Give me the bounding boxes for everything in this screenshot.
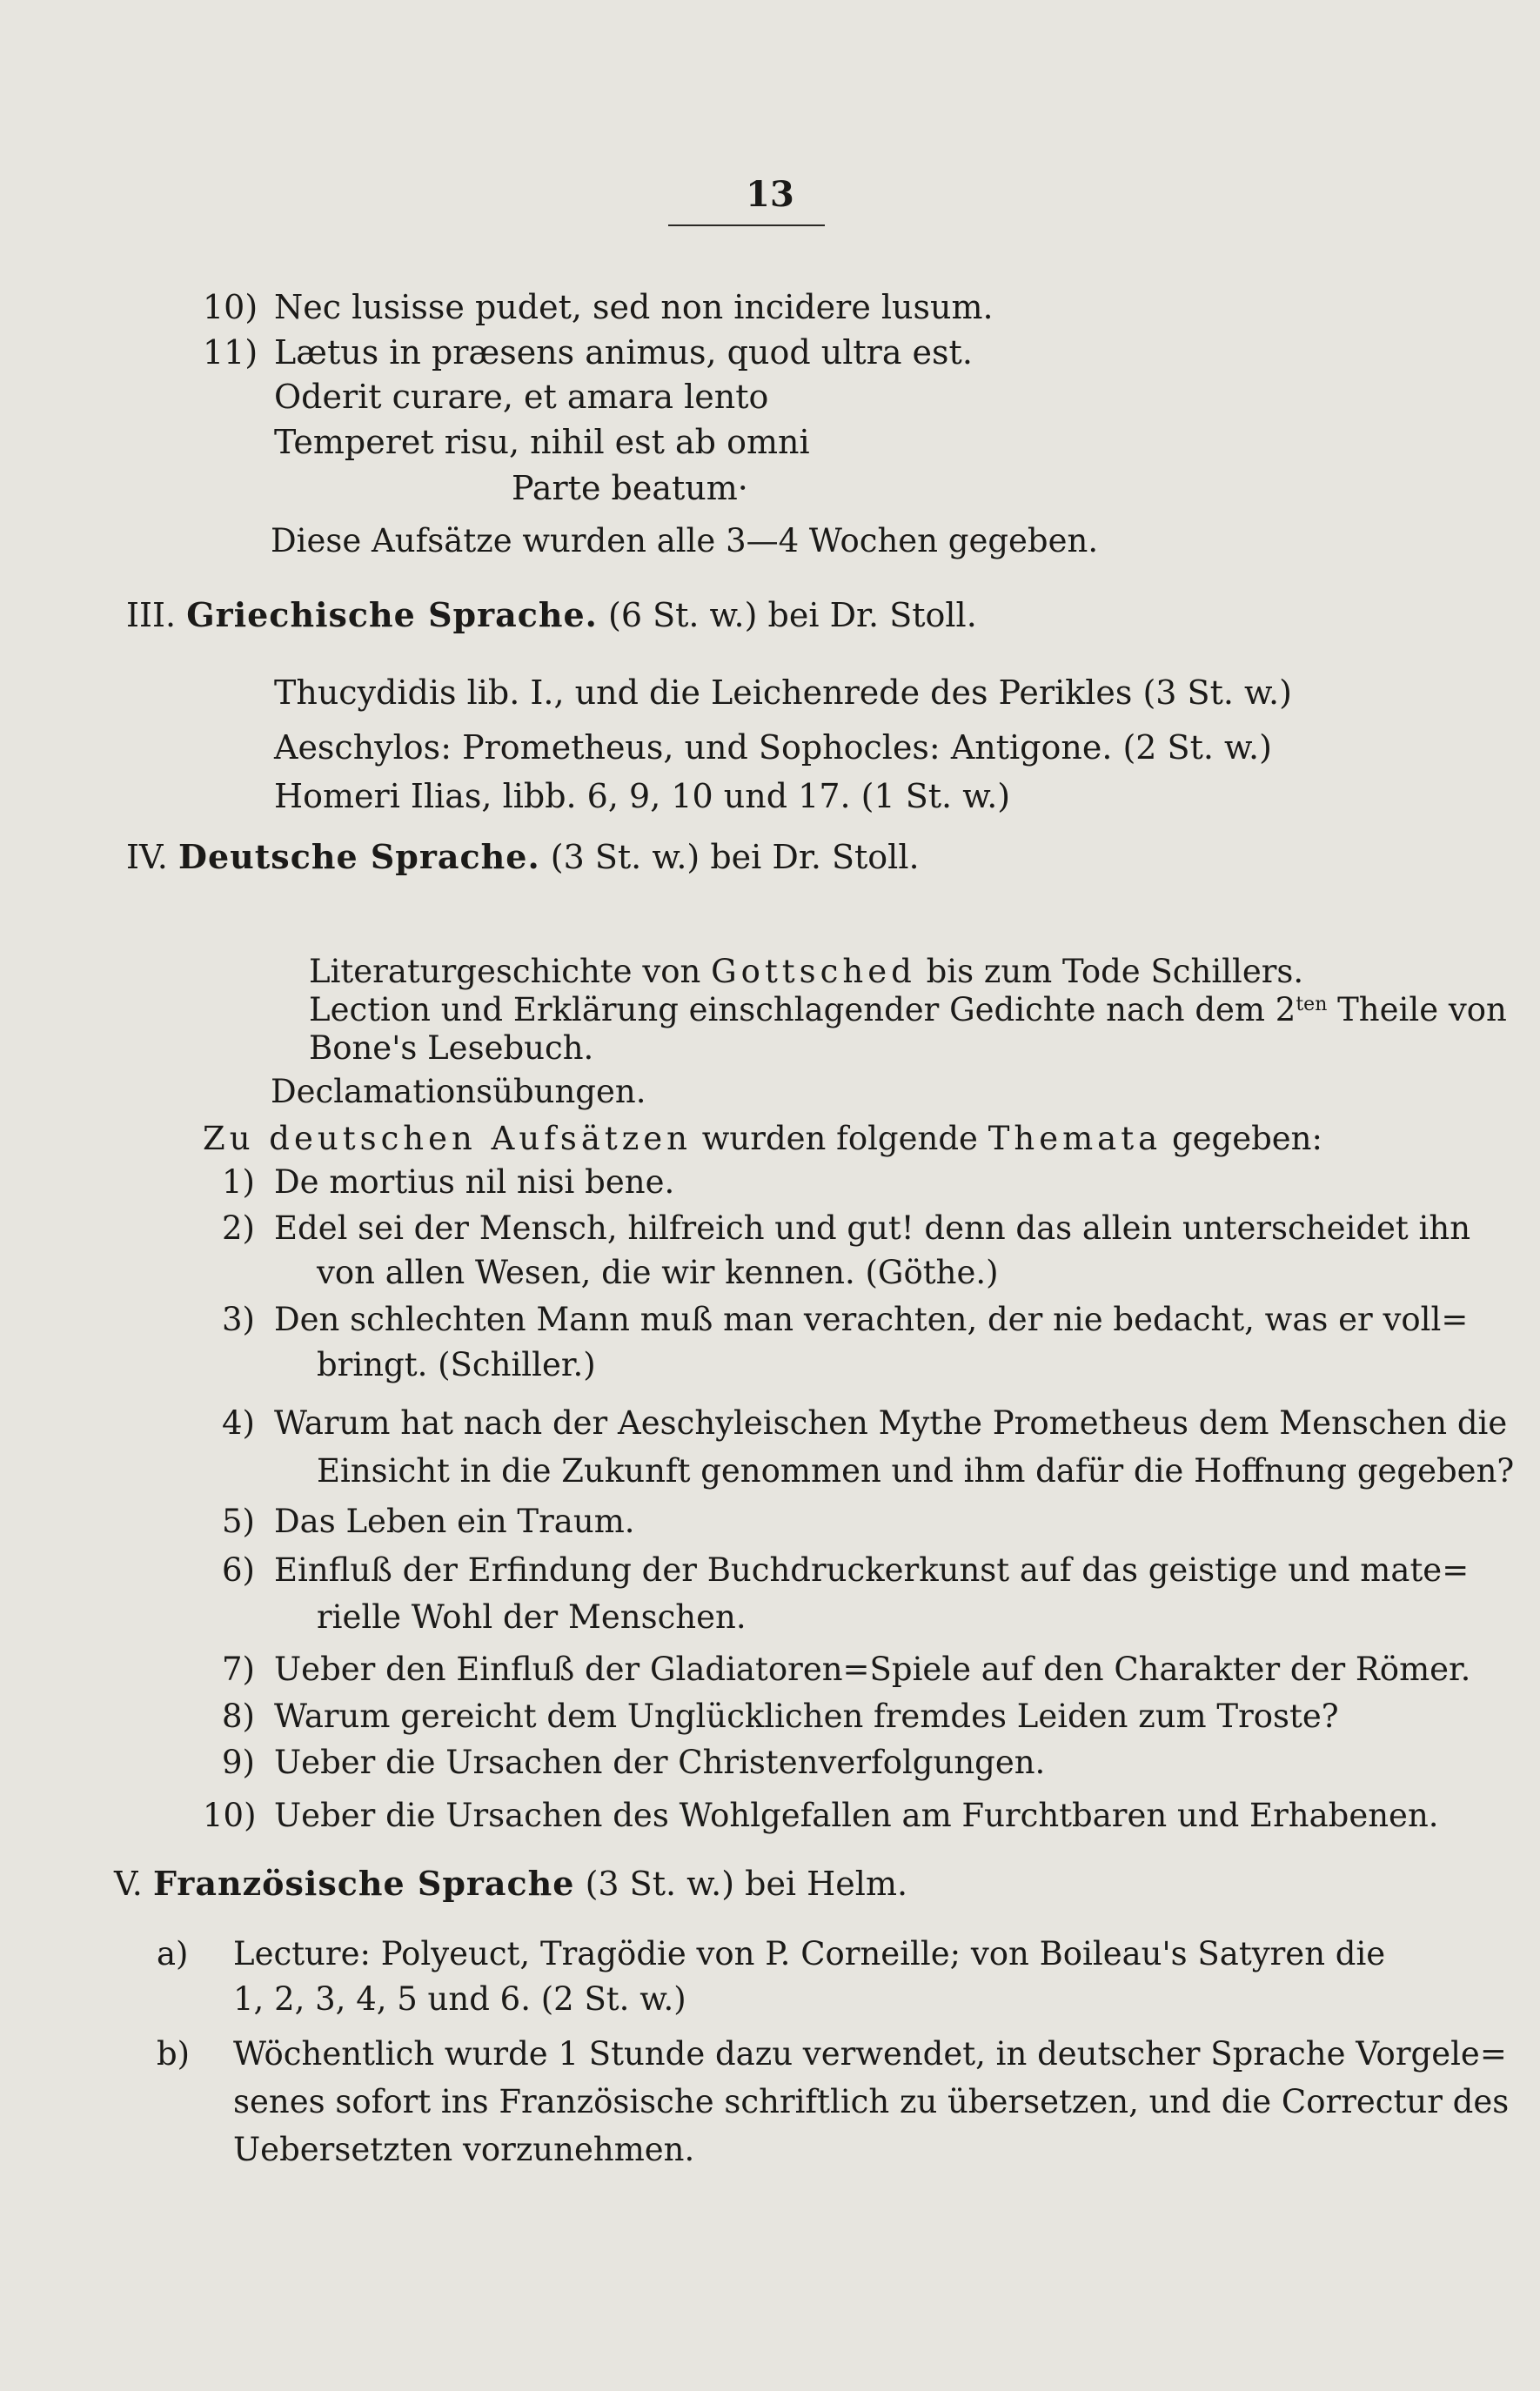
page-number-rule: [668, 224, 825, 226]
theme-item-continuation: bringt. (Schiller.): [317, 1346, 596, 1383]
latin-line: Oderit curare, et amara lento: [274, 378, 769, 416]
greek-item: Thucydidis lib. I., und die Leichenrede des Perikles (3 St. w.): [274, 673, 1292, 712]
german-lection-line-1: Lection und Erklärung einschlagender Gedichte nach dem $2^{ten}$ Theile von: [309, 991, 1507, 1028]
latin-note: Diese Aufsätze wurden alle 3—4 Wochen gegeben.: [271, 522, 1099, 559]
theme-item: 1) De mortius nil nisi bene.: [222, 1163, 675, 1201]
theme-item: 3) Den schlechten Mann muß man verachten, der nie bedacht, was er voll=: [222, 1301, 1469, 1338]
french-item: a) Lecture: Polyeuct, Tragödie von P. Corneille; von Boileau's Satyren die: [157, 1935, 1386, 1972]
french-item-continuation: Uebersetzten vorzunehmen.: [233, 2131, 695, 2168]
latin-line: Temperet risu, nihil est ab omni: [274, 423, 810, 461]
theme-item: 5) Das Leben ein Traum.: [222, 1503, 635, 1540]
theme-item: 8) Warum gereicht dem Unglücklichen fremdes Leiden zum Troste?: [222, 1698, 1339, 1735]
theme-item: 6) Einfluß der Erfindung der Buchdruckerkunst auf das geistige und mate=: [222, 1551, 1470, 1589]
section-heading-german: IV. Deutsche Sprache. (3 St. w.) bei Dr. Stoll.: [126, 837, 920, 876]
page-number: 13: [746, 174, 794, 215]
latin-line: 10) Nec lusisse pudet, sed non incidere lusum.: [203, 288, 994, 326]
greek-item: Homeri Ilias, libb. 6, 9, 10 und 17. (1 St. w.): [274, 777, 1011, 815]
theme-item-continuation: rielle Wohl der Menschen.: [317, 1598, 747, 1636]
theme-item: 2) Edel sei der Mensch, hilfreich und gut! denn das allein unterscheidet ihn: [222, 1209, 1471, 1247]
french-item-continuation: senes sofort ins Französische schriftlich zu übersetzen, und die Correctur des: [233, 2083, 1510, 2120]
french-item-continuation: 1, 2, 3, 4, 5 und 6. (2 St. w.): [233, 1980, 686, 2018]
theme-item-continuation: Einsicht in die Zukunft genommen und ihm dafür die Hoffnung gegeben?: [317, 1452, 1515, 1490]
french-item: b) Wöchentlich wurde 1 Stunde dazu verwendet, in deutscher Sprache Vorgele=: [157, 2035, 1507, 2073]
theme-item: 4) Warum hat nach der Aeschyleischen Mythe Prometheus dem Menschen die: [222, 1404, 1508, 1442]
german-lection-line-2: Bone's Lesebuch.: [309, 1029, 594, 1067]
theme-item: 10) Ueber die Ursachen des Wohlgefallen am Furchtbaren und Erhabenen.: [203, 1797, 1439, 1834]
section-heading-greek: III. Griechische Sprache. (6 St. w.) bei Dr. Stoll.: [126, 595, 977, 634]
theme-item: 9) Ueber die Ursachen der Christenverfolgungen.: [222, 1744, 1046, 1781]
german-themes-intro: Zu deutschen Aufsätzen wurden folgende Themata gegeben:: [203, 1120, 1322, 1157]
section-heading-french: V. Französische Sprache (3 St. w.) bei Helm.: [114, 1864, 908, 1903]
german-literature-line: Literaturgeschichte von Gottsched bis zum Tode Schillers.: [309, 953, 1304, 990]
theme-item: 7) Ueber den Einfluß der Gladiatoren=Spiele auf den Charakter der Römer.: [222, 1651, 1471, 1688]
latin-line: Parte beatum·: [512, 469, 748, 507]
latin-line: 11) Lætus in præsens animus, quod ultra est.: [203, 333, 973, 372]
greek-item: Aeschylos: Prometheus, und Sophocles: Antigone. (2 St. w.): [274, 728, 1272, 767]
german-declamation-line: Declamationsübungen.: [271, 1073, 646, 1110]
theme-item-continuation: von allen Wesen, die wir kennen. (Göthe.): [317, 1254, 999, 1291]
